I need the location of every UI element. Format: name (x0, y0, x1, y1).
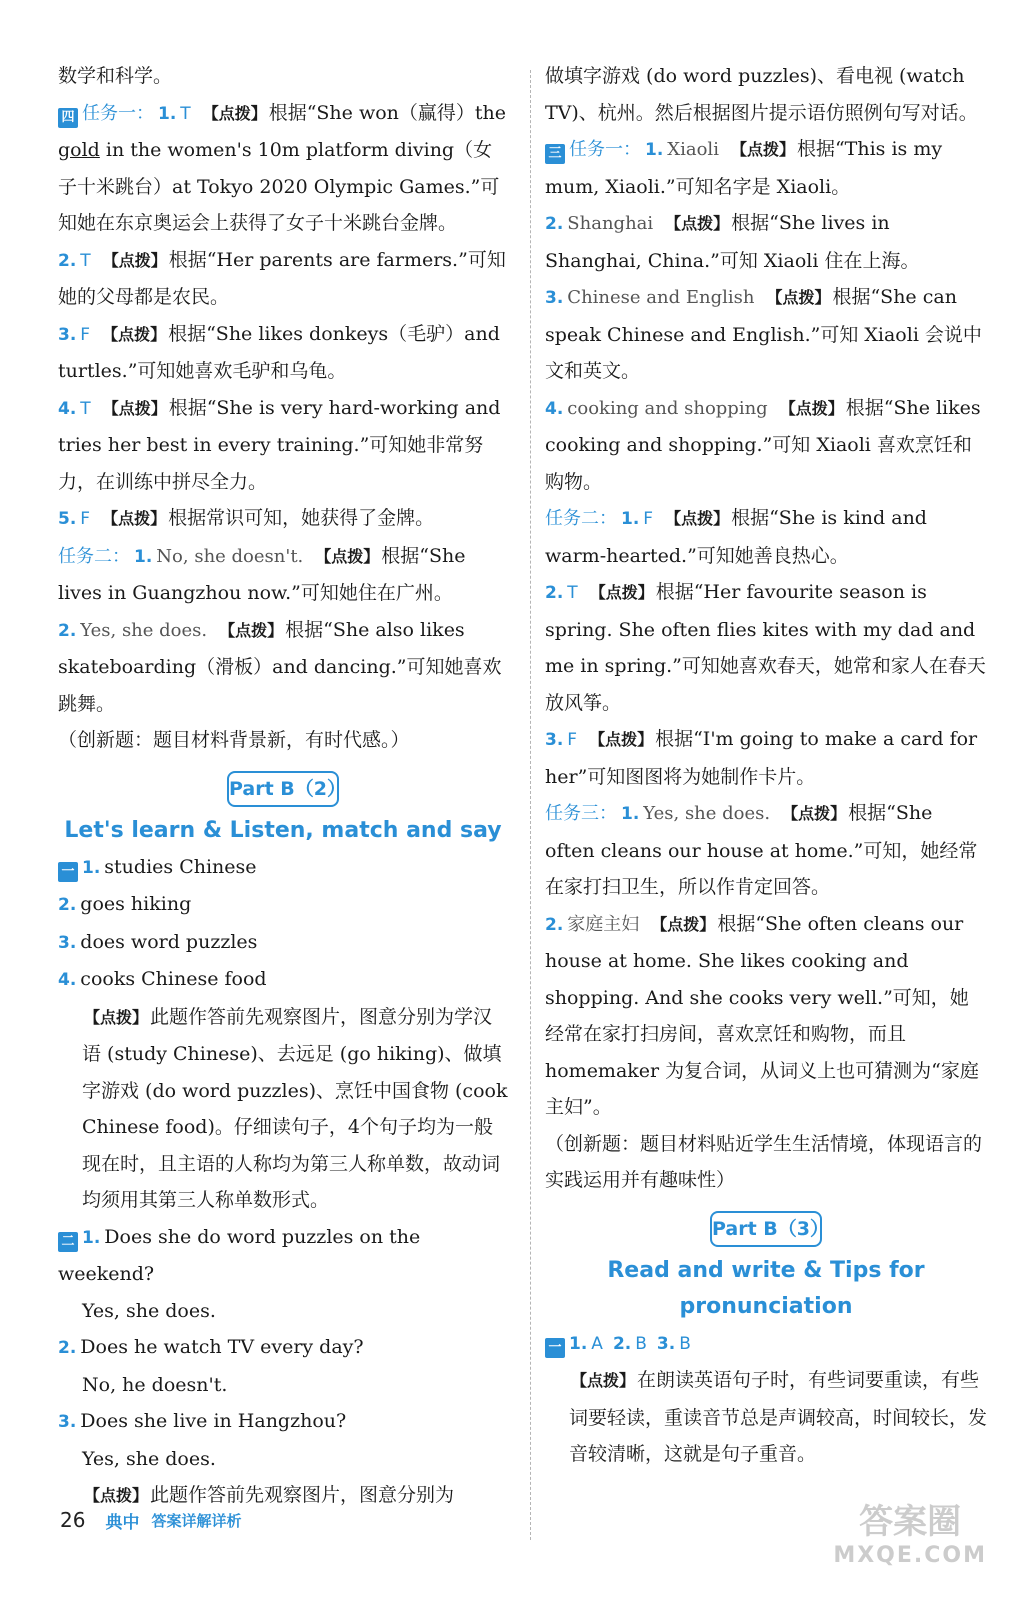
hint-paragraph (545, 1362, 987, 1473)
question-item (545, 205, 987, 279)
item-number: 1. (134, 546, 153, 567)
answer: F (80, 324, 91, 345)
hint-tag: 【点拨】 (589, 730, 654, 749)
hint-tag: 【点拨】 (84, 1486, 149, 1505)
answer: Yes, she does. (80, 619, 208, 641)
hint-tag: 【点拨】 (651, 914, 716, 934)
question-item (58, 242, 508, 316)
question-item (58, 390, 508, 501)
question-text: Does he watch TV every day? (80, 1336, 364, 1358)
answer: B (679, 1333, 691, 1354)
hint-tag: 【点拨】 (766, 288, 831, 307)
question-item (545, 390, 987, 501)
answer-text: goes hiking (80, 893, 192, 915)
hint-tag: 【点拨】 (730, 140, 795, 159)
task-label: 任务一： (82, 102, 154, 124)
item-number: 2. (612, 1333, 632, 1354)
underlined-word: gold (58, 139, 100, 161)
item-number: 3. (656, 1333, 676, 1354)
task-label: 任务二： (545, 508, 617, 529)
item-number: 2. (58, 895, 77, 915)
answer-line (58, 1403, 508, 1441)
answer: cooking and shopping (567, 397, 768, 419)
hint-tag: 【点拨】 (102, 250, 167, 270)
explanation: 根据“She also likes skateboarding（滑板）and dancing.”可知她喜欢跳舞。 (58, 618, 502, 715)
explanation: 此题作答前先观察图片，图意分别为学汉语 (study Chinese)、去远足 (go hiking)、做填字游戏 (do word puzzles)、烹饪中国食物 (cook Chinese food)。仔细读句子，4个句子均为一般现在时，且主语的人称均为第三人称单数，故动词均须用其第三人称单数形式。 (82, 1005, 508, 1211)
answer: Xiaoli (667, 139, 719, 160)
question-item (545, 500, 987, 574)
item-number: 1. (82, 857, 101, 878)
question-item (545, 795, 987, 906)
explanation: 根据“She often cleans our house at home.”可知，她经常在家打扫卫生，所以作肯定回答。 (545, 802, 978, 898)
answer-line (58, 924, 508, 962)
part-badge: Part B（3） (710, 1211, 822, 1247)
section-one-icon: 一 (58, 862, 78, 882)
explanation: 根据“She likes cooking and shopping.”可知 Xiaoli 喜欢烹饪和购物。 (545, 396, 981, 493)
innovation-note: （创新题：题目材料贴近学生生活情境，体现语言的实践运用并有趣味性） (545, 1132, 983, 1191)
answer-line (545, 1325, 987, 1363)
right-column (545, 58, 987, 1473)
question-item (58, 95, 508, 242)
answer: F (643, 509, 654, 529)
answer-line (58, 961, 508, 999)
hint-tag: 【点拨】 (102, 509, 167, 528)
section-title: Let's learn & Listen, match and say (64, 817, 502, 843)
question-text: Does she live in Hangzhou? (80, 1410, 347, 1432)
explanation: 根据“She is kind and warm-hearted.”可知她善良热心。 (545, 507, 927, 567)
watermark (833, 1494, 987, 1568)
answer: T (180, 103, 191, 124)
item-number: 5. (58, 509, 77, 529)
hint-tag: 【点拨】 (102, 324, 167, 344)
section-two-icon: 二 (58, 1232, 78, 1252)
item-number: 2. (545, 583, 564, 603)
item-number: 2. (545, 214, 564, 234)
answer: F (567, 730, 578, 750)
hint-tag: 【点拨】 (589, 583, 654, 602)
item-number: 1. (82, 1227, 101, 1248)
answer: Shanghai (567, 213, 654, 234)
explanation: 根据“I'm going to make a card for her”可知图图将为她制作卡片。 (545, 728, 978, 788)
item-number: 2. (58, 620, 77, 641)
answer: Chinese and English (567, 287, 755, 308)
text-line: 做填字游戏 (do word puzzles)、看电视 (watch TV)、杭州。然后根据图片提示语仿照例句写对话。 (545, 65, 978, 124)
task-label: 任务二： (58, 545, 130, 567)
question-item (58, 612, 508, 723)
section-title: Read and write & Tips for (607, 1257, 925, 1283)
brand-subtitle: 答案详解详析 (151, 1511, 242, 1530)
item-number: 3. (58, 932, 77, 953)
answer-text: does word puzzles (80, 930, 258, 953)
item-number: 3. (545, 730, 564, 750)
answer-line: Yes, she does. (82, 1447, 216, 1470)
text-line: 数学和科学。 (58, 65, 173, 87)
answer-line (58, 1219, 508, 1293)
answer: F (80, 509, 91, 529)
question-text: Does she do word puzzles on the weekend? (58, 1225, 421, 1285)
answer-text: studies Chinese (104, 855, 257, 878)
item-number: 3. (58, 1412, 77, 1432)
watermark-url: MXQE.COM (833, 1543, 987, 1568)
item-number: 1. (645, 140, 664, 160)
explanation: 根据“She likes donkeys（毛驴）and turtles.”可知她喜欢毛驴和乌龟。 (58, 322, 500, 382)
explanation: 此题作答前先观察图片，图意分别为 (150, 1484, 455, 1506)
section-four-icon: 四 (58, 108, 78, 128)
task-label: 任务三： (545, 803, 617, 824)
answer: T (567, 583, 578, 603)
hint-paragraph (58, 999, 508, 1219)
item-number: 4. (58, 970, 77, 990)
answer: B (635, 1333, 647, 1354)
hint-tag: 【点拨】 (571, 1371, 636, 1390)
question-item (58, 538, 508, 612)
page-number: 26 (60, 1508, 86, 1532)
explanation: 根据“Her parents are farmers.”可知她的父母都是农民。 (58, 248, 506, 308)
explanation: 根据“This is my mum, Xiaoli.”可知名字是 Xiaoli。 (545, 138, 943, 198)
answer: T (80, 250, 91, 271)
answer-line: Yes, she does. (82, 1299, 216, 1322)
answer: Yes, she does. (643, 803, 771, 824)
item-number: 3. (545, 288, 564, 308)
question-item (58, 316, 508, 390)
explanation: 根据“She is very hard-working and tries her best in every training.”可知她非常努力，在训练中拼尽全力。 (58, 396, 501, 493)
hint-tag: 【点拨】 (84, 1007, 149, 1027)
task-label: 任务一： (569, 139, 641, 160)
column-divider (530, 70, 531, 1540)
answer: T (80, 398, 91, 419)
section-title: pronunciation (679, 1293, 853, 1319)
hint-tag: 【点拨】 (782, 804, 847, 823)
hint-tag: 【点拨】 (315, 546, 380, 566)
item-number: 2. (58, 250, 77, 271)
explanation: 根据常识可知，她获得了金牌。 (168, 507, 435, 529)
explanation: 根据“She lives in Shanghai, China.”可知 Xiaoli 住在上海。 (545, 212, 920, 272)
item-number: 1. (621, 804, 640, 824)
explanation: 根据“Her favourite season is spring. She often flies kites with my dad and me in spring.”可知她喜欢春天，她常和家人在春天放风筝。 (545, 581, 986, 714)
section-three-icon: 三 (545, 144, 565, 164)
answer: A (591, 1333, 603, 1354)
explanation: 根据“She lives in Guangzhou now.”可知她住在广州。 (58, 544, 466, 604)
explanation: 在朗读英语句子时，有些词要重读，有些词要轻读，重读音节总是声调较高，时间较长，发音较清晰，这就是句子重音。 (569, 1369, 988, 1465)
hint-tag: 【点拨】 (102, 398, 167, 418)
explanation: 根据“She can speak Chinese and English.”可知 Xiaoli 会说中文和英文。 (545, 286, 982, 382)
hint-tag: 【点拨】 (779, 398, 844, 418)
item-number: 4. (58, 398, 77, 419)
hint-tag: 【点拨】 (219, 620, 284, 640)
part-badge: Part B（2） (227, 771, 339, 807)
item-number: 1. (158, 103, 177, 124)
answer-line (58, 886, 508, 924)
page-footer (60, 1505, 241, 1535)
question-item (545, 721, 987, 795)
innovation-note: （创新题：题目材料背景新，有时代感。） (58, 729, 410, 751)
answer-line: No, he doesn't. (82, 1373, 228, 1396)
answer-line (58, 1329, 508, 1367)
answer-text: cooks Chinese food (80, 968, 267, 990)
item-number: 1. (569, 1333, 588, 1354)
item-number: 1. (621, 509, 640, 529)
question-item (58, 500, 508, 538)
hint-tag: 【点拨】 (665, 214, 730, 233)
left-column (58, 58, 508, 1515)
item-number: 4. (545, 398, 564, 419)
item-number: 2. (58, 1338, 77, 1358)
question-item (545, 906, 987, 1126)
item-number: 3. (58, 324, 77, 345)
question-item (545, 131, 987, 205)
hint-tag: 【点拨】 (665, 509, 730, 528)
answer: No, she doesn't. (156, 545, 304, 567)
hint-tag: 【点拨】 (202, 103, 267, 123)
answer: 家庭主妇 (567, 913, 640, 935)
answer-line (58, 849, 508, 887)
question-item (545, 279, 987, 390)
explanation: in the women's 10m platform diving（女子十米跳台）at Tokyo 2020 Olympic Games.”可知她在东京奥运会上获得了女子十米跳台金牌。 (58, 139, 500, 234)
explanation: 根据“She often cleans our house at home. She likes cooking and shopping. And she cooks very well.”可知，她经常在家打扫房间，喜欢烹饪和购物，而且 homemaker 为复合词，从词义上也可猜测为“家庭主妇”。 (545, 912, 979, 1118)
watermark-logo: 答案圈 (859, 1502, 962, 1542)
item-number: 2. (545, 914, 564, 935)
explanation: 根据“She won（赢得）the (268, 101, 507, 124)
question-item (545, 574, 987, 721)
section-one-icon: 一 (545, 1338, 565, 1358)
brand-logo: 典中 (105, 1512, 140, 1533)
